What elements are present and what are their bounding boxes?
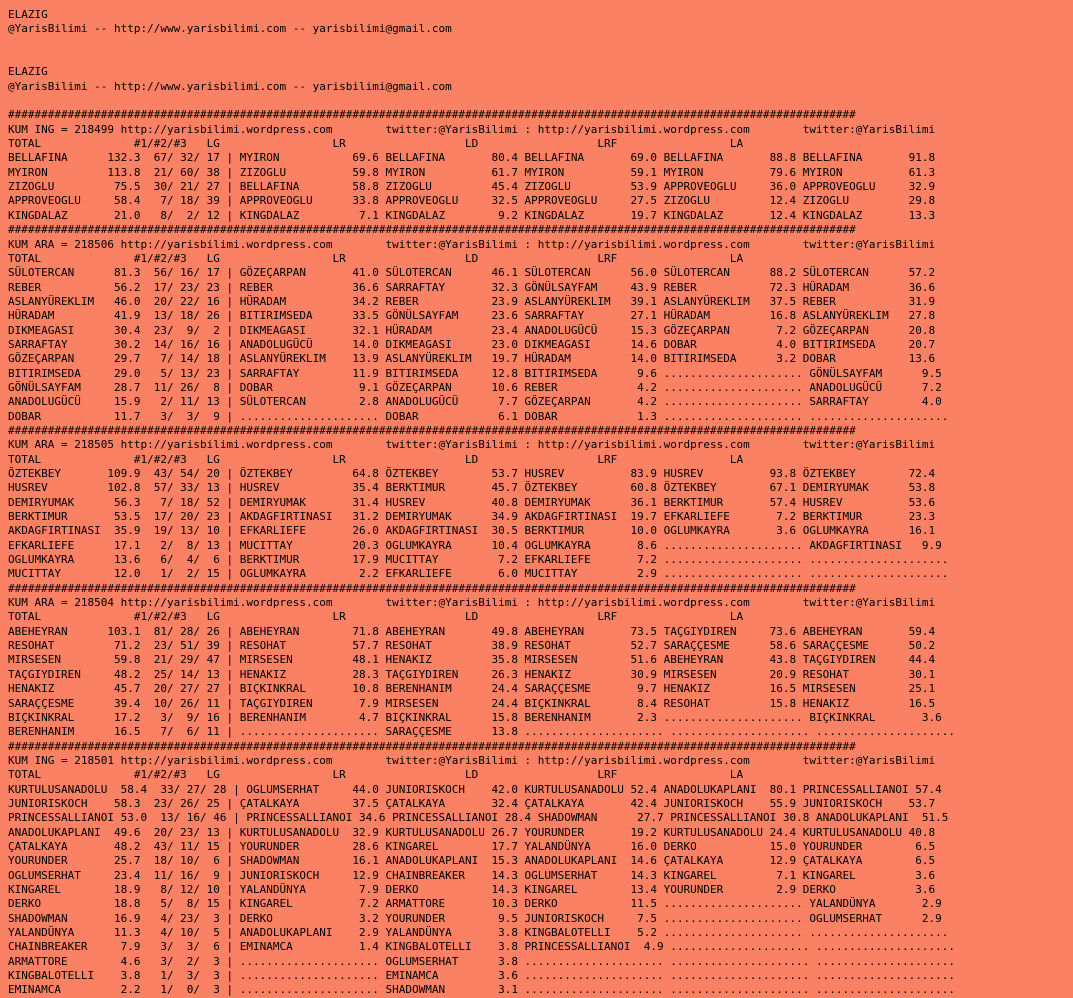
report-line: ABEHEYRAN 103.1 81/ 28/ 26 | ABEHEYRAN 71.8 ABEHEYRAN 49.8 ABEHEYRAN 73.5 TAÇGIYDIREN 73.6 ABEHEYRAN 59.4 (8, 624, 936, 638)
report-line: @YarisBilimi -- http://www.yarisbilimi.com -- yarisbilimi@gmail.com (8, 79, 452, 93)
report-line: BERKTIMUR 53.5 17/ 20/ 23 | AKDAGFIRTINASI 31.2 DEMIRYUMAK 34.9 AKDAGFIRTINASI 19.7 EFKARLIEFE 7.2 BERKTIMUR 23.3 (8, 510, 936, 524)
report-line: REBER 56.2 17/ 23/ 23 | REBER 36.6 SARRAFTAY 32.3 GÖNÜLSAYFAM 43.9 REBER 72.3 HÜRADAM 36.6 (8, 280, 936, 294)
blank-line (8, 94, 1073, 108)
report-line: HENAKIZ 45.7 20/ 27/ 27 | BIÇKINKRAL 10.8 BERENHANIM 24.4 SARAÇÇESME 9.7 HENAKIZ 16.5 MIRSESEN 25.1 (8, 682, 936, 696)
report-line: ANADOLUGÜCÜ 15.9 2/ 11/ 13 | SÜLOTERCAN 2.8 ANADOLUGÜCÜ 7.7 GÖZEÇARPAN 4.2 ..................... SARRAFTAY 4.0 (8, 395, 942, 409)
report-line: RESOHAT 71.2 23/ 51/ 39 | RESOHAT 57.7 RESOHAT 38.9 RESOHAT 52.7 SARAÇÇESME 58.6 SARAÇÇESME 50.2 (8, 639, 936, 653)
report-line: TAÇGIYDIREN 48.2 25/ 14/ 13 | HENAKIZ 28.3 TAÇGIYDIREN 26.3 HENAKIZ 30.9 MIRSESEN 20.9 RESOHAT 30.1 (8, 667, 936, 681)
report-line: DEMIRYUMAK 56.3 7/ 18/ 52 | DEMIRYUMAK 31.4 HUSREV 40.8 DEMIRYUMAK 36.1 BERKTIMUR 57.4 HUSREV 53.6 (8, 495, 936, 509)
report-line: GÖNÜLSAYFAM 28.7 11/ 26/ 8 | DOBAR 9.1 GÖZEÇARPAN 10.6 REBER 4.2 ..................... ANADOLUGÜCÜ 7.2 (8, 380, 942, 394)
report-line: SÜLOTERCAN 81.3 56/ 16/ 17 | GÖZEÇARPAN 41.0 SÜLOTERCAN 46.1 SÜLOTERCAN 56.0 SÜLOTERCAN 88.2 SÜLOTERCAN 57.2 (8, 266, 936, 280)
report-line: @YarisBilimi -- http://www.yarisbilimi.com -- yarisbilimi@gmail.com (8, 22, 452, 36)
report-line: MIRSESEN 59.8 21/ 29/ 47 | MIRSESEN 48.1 HENAKIZ 35.8 MIRSESEN 51.6 ABEHEYRAN 43.8 TAÇGIYDIREN 44.4 (8, 653, 936, 667)
report-line: GÖZEÇARPAN 29.7 7/ 14/ 18 | ASLANYÜREKLIM 13.9 ASLANYÜREKLIM 19.7 HÜRADAM 14.0 BITIRIMSEDA 3.2 DOBAR 13.6 (8, 352, 936, 366)
report-line: ################################################################################################################################ (8, 223, 856, 237)
report-line: BIÇKINKRAL 17.2 3/ 9/ 16 | BERENHANIM 4.7 BIÇKINKRAL 15.8 BERENHANIM 2.3 ..................... BIÇKINKRAL 3.6 (8, 710, 942, 724)
report-line: KUM ARA = 218506 http://yarisbilimi.wordpress.com twitter:@YarisBilimi : http://yarisbilimi.wordpress.com twitter:@YarisBilimi (8, 237, 936, 251)
report-line: JUNIORISKOCH 58.3 23/ 26/ 25 | ÇATALKAYA 37.5 ÇATALKAYA 32.4 ÇATALKAYA 42.4 JUNIORISKOCH 55.9 JUNIORISKOCH 53.7 (8, 796, 936, 810)
report-line: KINGDALAZ 21.0 8/ 2/ 12 | KINGDALAZ 7.1 KINGDALAZ 9.2 KINGDALAZ 19.7 KINGDALAZ 12.4 KINGDALAZ 13.3 (8, 208, 936, 222)
report-line: ÇATALKAYA 48.2 43/ 11/ 15 | YOURUNDER 28.6 KINGAREL 17.7 YALANDÜNYA 16.0 DERKO 15.0 YOURUNDER 6.5 (8, 839, 936, 853)
report-line: CHAINBREAKER 7.9 3/ 3/ 6 | EMINAMCA 1.4 KINGBALOTELLI 3.8 PRINCESSALLIANOI 4.9 ..................... ..................... (8, 940, 956, 954)
report-line: ELAZIG (8, 65, 48, 79)
report-line: OGLUMKAYRA 13.6 6/ 4/ 6 | BERKTIMUR 17.9 MUCITTAY 7.2 EFKARLIEFE 7.2 ..................... ..................... (8, 553, 949, 567)
report-line: KUM ING = 218501 http://yarisbilimi.wordpress.com twitter:@YarisBilimi : http://yarisbilimi.wordpress.com twitter:@YarisBilimi (8, 753, 936, 767)
report-line: PRINCESSALLIANOI 53.0 13/ 16/ 46 | PRINCESSALLIANOI 34.6 PRINCESSALLIANOI 28.4 SHADOWMAN 27.7 PRINCESSALLIANOI 30.8 ANADOLUKAPLANI 51.5 (8, 811, 949, 825)
report-line: OGLUMSERHAT 23.4 11/ 16/ 9 | JUNIORISKOCH 12.9 CHAINBREAKER 14.3 OGLUMSERHAT 14.3 KINGAREL 7.1 KINGAREL 3.6 (8, 868, 936, 882)
report-line: HUSREV 102.8 57/ 33/ 13 | HUSREV 35.4 BERKTIMUR 45.7 ÖZTEKBEY 60.8 ÖZTEKBEY 67.1 DEMIRYUMAK 53.8 (8, 481, 936, 495)
report-line: ################################################################################################################################ (8, 739, 856, 753)
report-line: KUM ING = 218499 http://yarisbilimi.wordpress.com twitter:@YarisBilimi : http://yarisbilimi.wordpress.com twitter:@YarisBilimi (8, 122, 936, 136)
report-line: BITIRIMSEDA 29.0 5/ 13/ 23 | SARRAFTAY 11.9 BITIRIMSEDA 12.8 BITIRIMSEDA 9.6 ..................... GÖNÜLSAYFAM 9.5 (8, 366, 942, 380)
report-line: BELLAFINA 132.3 67/ 32/ 17 | MYIRON 69.6 BELLAFINA 80.4 BELLAFINA 69.0 BELLAFINA 88.8 BELLAFINA 91.8 (8, 151, 936, 165)
report-line: KUM ARA = 218505 http://yarisbilimi.wordpress.com twitter:@YarisBilimi : http://yarisbilimi.wordpress.com twitter:@YarisBilimi (8, 438, 936, 452)
blank-line (8, 37, 1073, 51)
report-line: DERKO 18.8 5/ 8/ 15 | KINGAREL 7.2 ARMATTORE 10.3 DERKO 11.5 ..................... YALANDÜNYA 2.9 (8, 897, 942, 911)
report-line: SARAÇÇESME 39.4 10/ 26/ 11 | TAÇGIYDIREN 7.9 MIRSESEN 24.4 BIÇKINKRAL 8.4 RESOHAT 15.8 HENAKIZ 16.5 (8, 696, 936, 710)
report-line: ZIZOGLU 75.5 30/ 21/ 27 | BELLAFINA 58.8 ZIZOGLU 45.4 ZIZOGLU 53.9 APPROVEOGLU 36.0 APPROVEOGLU 32.9 (8, 180, 936, 194)
blank-line (8, 51, 1073, 65)
report-line: TOTAL #1/#2/#3 LG LR LD LRF LA (8, 768, 744, 782)
report-line: ################################################################################################################################ (8, 108, 856, 122)
report-line: ÖZTEKBEY 109.9 43/ 54/ 20 | ÖZTEKBEY 64.8 ÖZTEKBEY 53.7 HUSREV 83.9 HUSREV 93.8 ÖZTEKBEY 72.4 (8, 467, 936, 480)
report-line: BERENHANIM 16.5 7/ 6/ 11 | ..................... SARAÇÇESME 13.8 ..................... ..................... ..................... (8, 725, 956, 739)
report-line: AKDAGFIRTINASI 35.9 19/ 13/ 10 | EFKARLIEFE 26.0 AKDAGFIRTINASI 30.5 BERKTIMUR 10.0 OGLUMKAYRA 3.6 OGLUMKAYRA 16.1 (8, 524, 936, 538)
report-line: KURTULUSANADOLU 58.4 33/ 27/ 28 | OGLUMSERHAT 44.0 JUNIORISKOCH 42.0 KURTULUSANADOLU 52.4 ANADOLUKAPLANI 80.1 PRINCESSALLIANOI 57.4 (8, 782, 942, 796)
report-line: TOTAL #1/#2/#3 LG LR LD LRF LA (8, 137, 744, 151)
report-line: DIKMEAGASI 30.4 23/ 9/ 2 | DIKMEAGASI 32.1 HÜRADAM 23.4 ANADOLUGÜCÜ 15.3 GÖZEÇARPAN 7.2 GÖZEÇARPAN 20.8 (8, 323, 936, 337)
report-line: ################################################################################################################################ (8, 423, 856, 437)
report-line: YOURUNDER 25.7 18/ 10/ 6 | SHADOWMAN 16.1 ANADOLUKAPLANI 15.3 ANADOLUKAPLANI 14.6 ÇATALKAYA 12.9 ÇATALKAYA 6.5 (8, 854, 936, 868)
report-line: KUM ARA = 218504 http://yarisbilimi.wordpress.com twitter:@YarisBilimi : http://yarisbilimi.wordpress.com twitter:@YarisBilimi (8, 596, 936, 610)
report-line: ################################################################################################################################ (8, 581, 856, 595)
report-line: ASLANYÜREKLIM 46.0 20/ 22/ 16 | HÜRADAM 34.2 REBER 23.9 ASLANYÜREKLIM 39.1 ASLANYÜREKLIM 37.5 REBER 31.9 (8, 294, 936, 308)
report-line: YALANDÜNYA 11.3 4/ 10/ 5 | ANADOLUKAPLANI 2.9 YALANDÜNYA 3.8 KINGBALOTELLI 5.2 ..................... ..................... (8, 926, 949, 939)
report-line: MYIRON 113.8 21/ 60/ 38 | ZIZOGLU 59.8 MYIRON 61.7 MYIRON 59.1 MYIRON 79.6 MYIRON 61.3 (8, 165, 936, 179)
report-line: ARMATTORE 4.6 3/ 2/ 3 | ..................... OGLUMSERHAT 3.8 ..................... ..................... ..................... (8, 954, 956, 968)
report-line: APPROVEOGLU 58.4 7/ 18/ 39 | APPROVEOGLU 33.8 APPROVEOGLU 32.5 APPROVEOGLU 27.5 ZIZOGLU 12.4 ZIZOGLU 29.8 (8, 194, 936, 208)
report-line: TOTAL #1/#2/#3 LG LR LD LRF LA (8, 610, 744, 624)
report-line: MUCITTAY 12.0 1/ 2/ 15 | OGLUMKAYRA 2.2 EFKARLIEFE 6.0 MUCITTAY 2.9 ..................... ..................... (8, 567, 949, 581)
report-line: SHADOWMAN 16.9 4/ 23/ 3 | DERKO 3.2 YOURUNDER 9.5 JUNIORISKOCH 7.5 ..................... OGLUMSERHAT 2.9 (8, 911, 942, 925)
report-line: KINGBALOTELLI 3.8 1/ 3/ 3 | ..................... EMINAMCA 3.6 ..................... ..................... ..................... (8, 969, 956, 983)
report-line: EFKARLIEFE 17.1 2/ 8/ 13 | MUCITTAY 20.3 OGLUMKAYRA 10.4 OGLUMKAYRA 8.6 ..................... AKDAGFIRTINASI 9.9 (8, 538, 942, 552)
report-line: SARRAFTAY 30.2 14/ 16/ 16 | ANADOLUGÜCÜ 14.0 DIKMEAGASI 23.0 DIKMEAGASI 14.6 DOBAR 4.0 BITIRIMSEDA 20.7 (8, 337, 936, 351)
report-line: TOTAL #1/#2/#3 LG LR LD LRF LA (8, 251, 744, 265)
report-line: HÜRADAM 41.9 13/ 18/ 26 | BITIRIMSEDA 33.5 GÖNÜLSAYFAM 23.6 SARRAFTAY 27.1 HÜRADAM 16.8 ASLANYÜREKLIM 27.8 (8, 309, 936, 323)
report-line: DOBAR 11.7 3/ 3/ 9 | ..................... DOBAR 6.1 DOBAR 1.3 ..................... ..................... (8, 409, 949, 423)
report-line: ANADOLUKAPLANI 49.6 20/ 23/ 13 | KURTULUSANADOLU 32.9 KURTULUSANADOLU 26.7 YOURUNDER 19.2 KURTULUSANADOLU 24.4 KURTULUSANADOLU 40.8 (8, 825, 936, 839)
report-line: TOTAL #1/#2/#3 LG LR LD LRF LA (8, 452, 744, 466)
report-line: KINGAREL 18.9 8/ 12/ 10 | YALANDÜNYA 7.9 DERKO 14.3 KINGAREL 13.4 YOURUNDER 2.9 DERKO 3.6 (8, 882, 936, 896)
report-line: EMINAMCA 2.2 1/ 0/ 3 | ..................... SHADOWMAN 3.1 ..................... ..................... ..................... (8, 983, 956, 997)
report-line: ELAZIG (8, 8, 48, 21)
